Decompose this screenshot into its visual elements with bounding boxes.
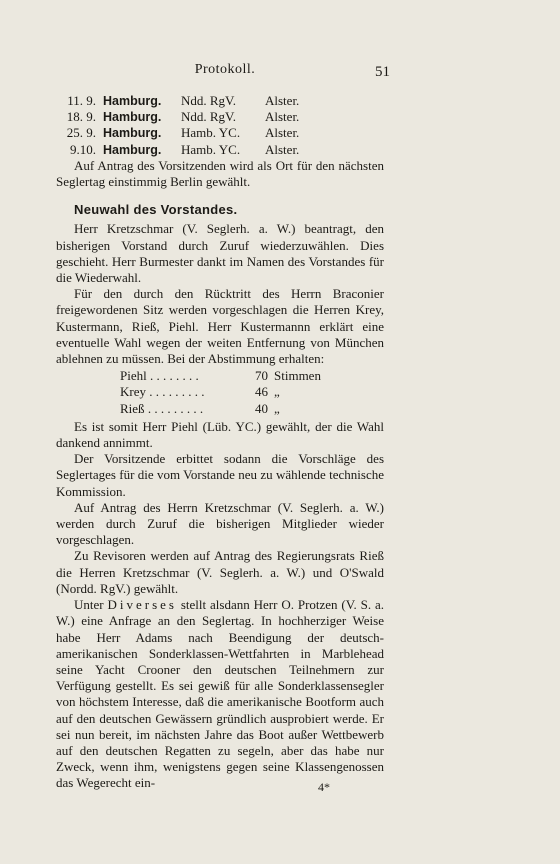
page-number: 51 [375, 64, 390, 80]
running-head: Protokoll. [194, 62, 256, 77]
vote-unit: „ [274, 400, 280, 416]
date-row [56, 142, 384, 158]
printer-signature: 4* [318, 780, 330, 794]
club: Ndd. RgV. [181, 93, 237, 108]
date-row [56, 125, 384, 141]
diverses-lead: Unter [74, 597, 108, 613]
venue: Alster. [265, 141, 300, 157]
paragraph-kretzschmar: Herr Kretzschmar (V. Seglerh. a. W.) beantragt, den bisherigen Vorstand durch Zuruf wiederzuwählen. Dies geschieht. Herr Burmester dankt im Namen des Vorstandes für die Wiederwahl. [56, 221, 384, 286]
venue: Alster. [265, 125, 300, 141]
vote-table [120, 368, 384, 417]
diverses-keyword: Diverses [107, 597, 177, 613]
date: 18. 9. [66, 109, 96, 125]
date-row [56, 109, 384, 125]
vote-count: 46 [255, 384, 268, 400]
vote-unit: „ [274, 384, 280, 400]
date: 25. 9. [66, 125, 96, 141]
vote-count: 40 [255, 400, 268, 416]
body-text [56, 93, 384, 792]
paragraph-result: Es ist somit Herr Piehl (Lüb. YC.) gewählt, der die Wahl dankend annimmt. [56, 418, 384, 451]
date-row [56, 93, 384, 109]
regatta-dates-list [56, 93, 384, 158]
paragraph-commission: Der Vorsitzende erbittet sodann die Vorschläge des Seglertages für die vom Vorstande neu zu wählende technische Kommission. [56, 451, 384, 499]
leader-dots: . . . . . . . . [146, 368, 199, 384]
venue: Alster. [265, 109, 300, 125]
candidate-name: Krey . . . . . . . . . [120, 384, 205, 400]
paragraph-commission-renomination: Auf Antrag des Herrn Kretzschmar (V. Seglerh. a. W.) werden durch Zuruf die bisherigen Mitglieder wieder vorgeschlagen. [56, 499, 384, 548]
city: Hamburg. [103, 94, 162, 108]
club: Ndd. RgV. [181, 109, 237, 125]
club: Hamb. YC. [181, 125, 241, 141]
paragraph-place: Auf Antrag des Vorsitzenden wird als Ort für den nächsten Seglertag einstimmig Berlin gewählt. [56, 157, 384, 190]
vote-row [120, 401, 384, 417]
section-heading: Neuwahl des Vorstandes. [74, 202, 238, 218]
venue: Alster. [265, 93, 300, 108]
paragraph-braconier: Für den durch den Rücktritt des Herrn Braconier freigewordenen Sitz werden vorgeschlagen die Herren Krey, Kustermann, Rieß, Piehl. Herr Kustermannn erklärt eine eventuelle Wahl wegen der weiten Entfernung von München ablehnen zu müssen. Bei der Abstimmung erhalten: [56, 286, 384, 367]
vote-count: 70 [255, 368, 268, 384]
paragraph-revisors: Zu Revisoren werden auf Antrag des Regierungsrats Rieß die Herren Kretzschmar (V. Seglerh. a. W.) und O'Swald (Nordd. RgV.) gewählt. [56, 548, 384, 596]
vote-row [120, 384, 384, 400]
paragraph-diverses [56, 597, 384, 791]
date: 11. 9. [67, 93, 96, 108]
diverses-text: stellt alsdann Herr O. Protzen (V. S. a. W.) eine Anfrage an den Seglertag. In hochherziger Weise habe Herr Adams nach Beendigung der deutsch-amerikanischen Sonderklassen-Wettfahrten in Marblehead seine Yacht Crooner den deutschen Teilnehmern zur Verfügung gestellt. Es sei gewiß für alle Sonderklassensegler von höchstem Interesse, daß die amerikanische Bootform auch auf den deutschen Gewässern gründlich ausprobiert werde. Er sei nun bereit, im nächsten Jahre das Boot außer Wettbewerb auf den deutschen Regatten zu segeln, aber das habe nur Zweck, wenn ihm, wenigstens gegen seine Klassengenossen das Wegerecht ein- [56, 597, 384, 791]
leader-dots: . . . . . . . . . [144, 400, 204, 416]
city: Hamburg. [103, 142, 162, 157]
club: Hamb. YC. [181, 141, 241, 157]
vote-unit: Stimmen [274, 368, 321, 384]
candidate-name: Piehl . . . . . . . . [120, 368, 199, 384]
city: Hamburg. [103, 126, 162, 141]
city: Hamburg. [103, 110, 162, 125]
candidate-name: Rieß . . . . . . . . . [120, 400, 204, 416]
date: 9.10. [70, 141, 96, 157]
leader-dots: . . . . . . . . . [146, 384, 205, 400]
vote-row [120, 368, 384, 384]
